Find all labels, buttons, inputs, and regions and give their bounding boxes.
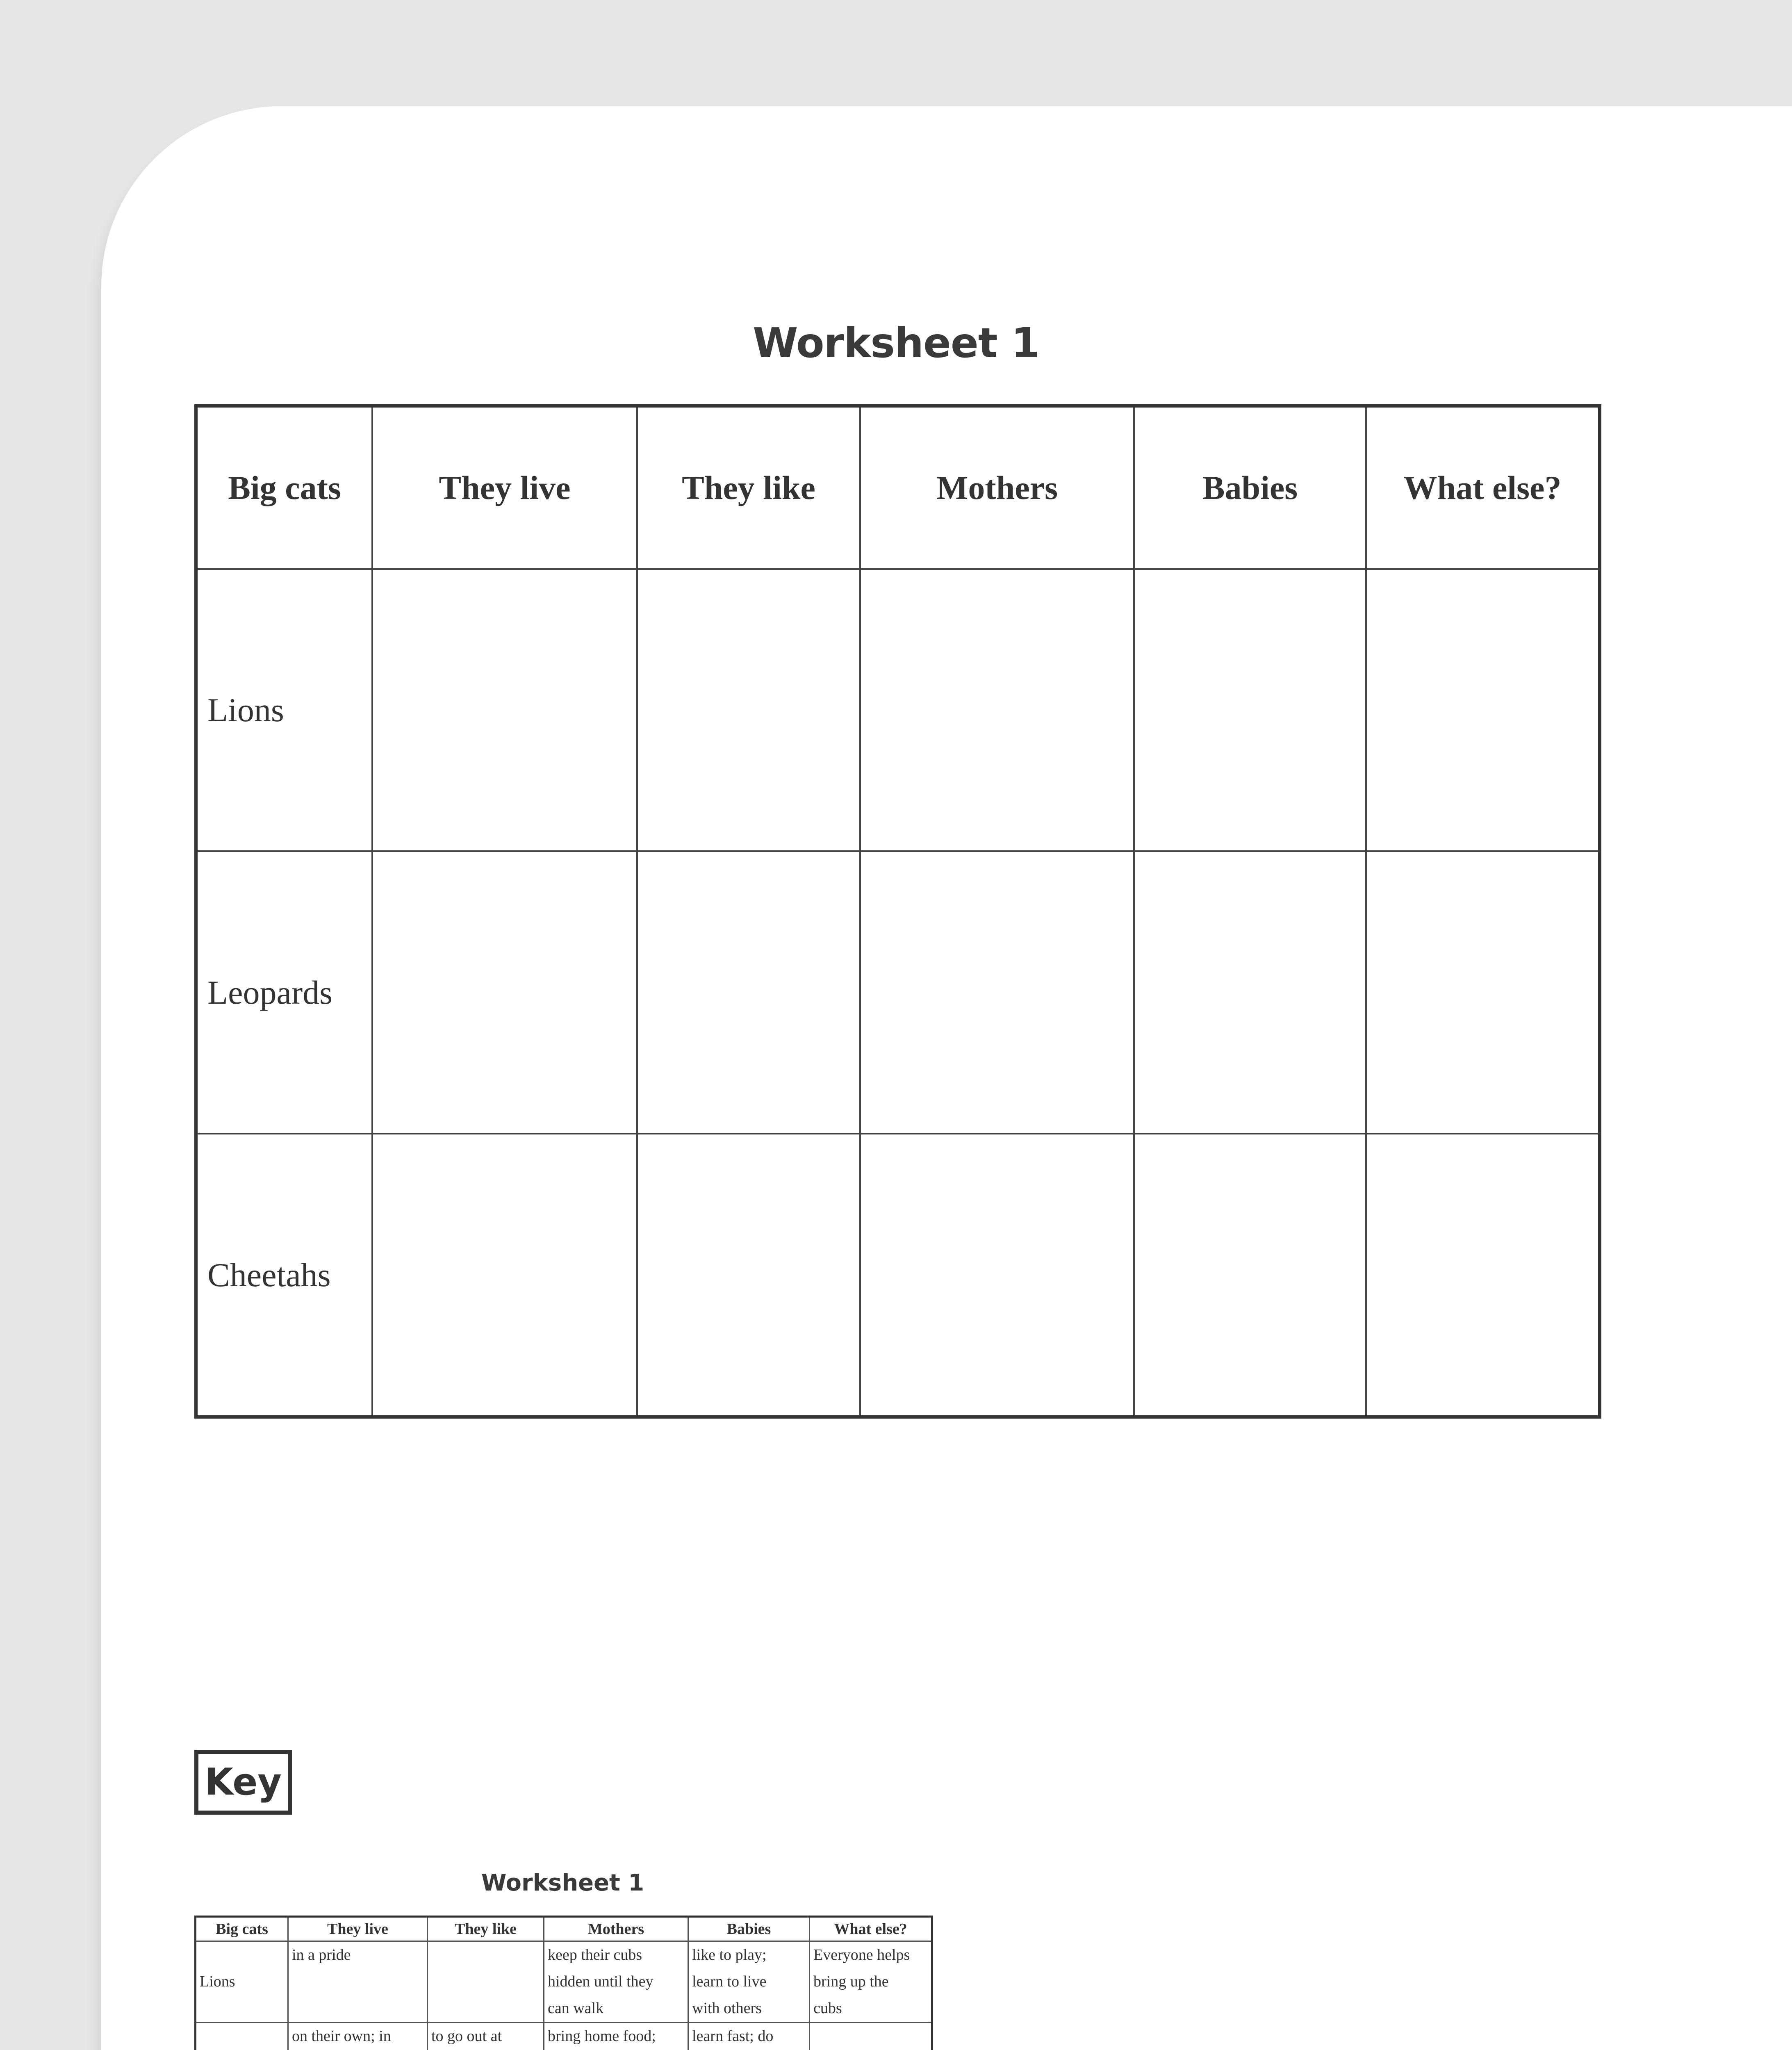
key-cell-line: with others — [692, 2000, 762, 2017]
key-cell-line: in a pride — [292, 1946, 351, 1963]
blank-cell — [372, 569, 637, 852]
key-cell — [288, 1941, 428, 2023]
blank-cell — [1134, 569, 1366, 852]
blank-cell — [860, 1134, 1134, 1417]
key-header-big-cats: Big cats — [196, 1917, 288, 1941]
blank-cell — [860, 569, 1134, 852]
key-header-they-like: They like — [428, 1917, 544, 1941]
key-header-babies: Babies — [688, 1917, 810, 1941]
key-cell — [810, 2023, 932, 2050]
key-cell — [810, 1941, 932, 2023]
key-header-row — [196, 1917, 932, 1941]
key-cell — [688, 2023, 810, 2050]
header-what-else: What else? — [1366, 406, 1600, 569]
key-cell-line: bring home food; — [548, 2027, 656, 2045]
key-cell-line: like to play; — [692, 1946, 767, 1963]
worksheet-title: Worksheet 1 — [753, 319, 1039, 367]
key-cell — [288, 2023, 428, 2050]
key-cell-line: Everyone helps — [813, 1946, 910, 1963]
blank-cell — [860, 851, 1134, 1134]
key-row-label: Lions — [196, 1941, 288, 2023]
key-cell — [428, 2023, 544, 2050]
key-cell-line: to go out at — [431, 2027, 502, 2045]
header-they-like: They like — [637, 406, 860, 569]
key-header-what-else: What else? — [810, 1917, 932, 1941]
key-header-they-live: They live — [288, 1917, 428, 1941]
key-cell-line: learn fast; do — [692, 2027, 774, 2045]
key-cell-line: on their own; in — [292, 2027, 391, 2045]
key-cell-line: hidden until they — [548, 1973, 653, 1990]
table-row — [196, 2023, 932, 2050]
worksheet-header-row — [196, 406, 1600, 569]
key-label: Key — [194, 1750, 292, 1815]
table-row — [196, 569, 1600, 852]
key-row-label — [196, 2023, 288, 2050]
key-cell-line: cubs — [813, 2000, 842, 2017]
header-mothers: Mothers — [860, 406, 1134, 569]
blank-cell — [1366, 569, 1600, 852]
worksheet-table — [194, 404, 1601, 1419]
header-babies: Babies — [1134, 406, 1366, 569]
key-cell — [544, 2023, 688, 2050]
blank-cell — [1134, 851, 1366, 1134]
blank-cell — [1134, 1134, 1366, 1417]
blank-cell — [637, 1134, 860, 1417]
key-cell-line: learn to live — [692, 1973, 767, 1990]
blank-cell — [1366, 851, 1600, 1134]
key-cell — [688, 1941, 810, 2023]
key-table — [194, 1916, 933, 2050]
blank-cell — [1366, 1134, 1600, 1417]
key-worksheet-title: Worksheet 1 — [481, 1870, 644, 1896]
blank-cell — [637, 851, 860, 1134]
key-cell-line: keep their cubs — [548, 1946, 642, 1963]
table-row — [196, 1134, 1600, 1417]
blank-cell — [372, 851, 637, 1134]
blank-cell — [637, 569, 860, 852]
row-label-cheetahs: Cheetahs — [196, 1134, 372, 1417]
table-row — [196, 851, 1600, 1134]
header-they-live: They live — [372, 406, 637, 569]
key-cell-line: can walk — [548, 2000, 604, 2017]
blank-cell — [372, 1134, 637, 1417]
table-row — [196, 1941, 932, 2023]
header-big-cats: Big cats — [196, 406, 372, 569]
key-cell — [544, 1941, 688, 2023]
key-cell — [428, 1941, 544, 2023]
row-label-leopards: Leopards — [196, 851, 372, 1134]
key-cell-line: bring up the — [813, 1973, 889, 1990]
row-label-lions: Lions — [196, 569, 372, 852]
key-header-mothers: Mothers — [544, 1917, 688, 1941]
